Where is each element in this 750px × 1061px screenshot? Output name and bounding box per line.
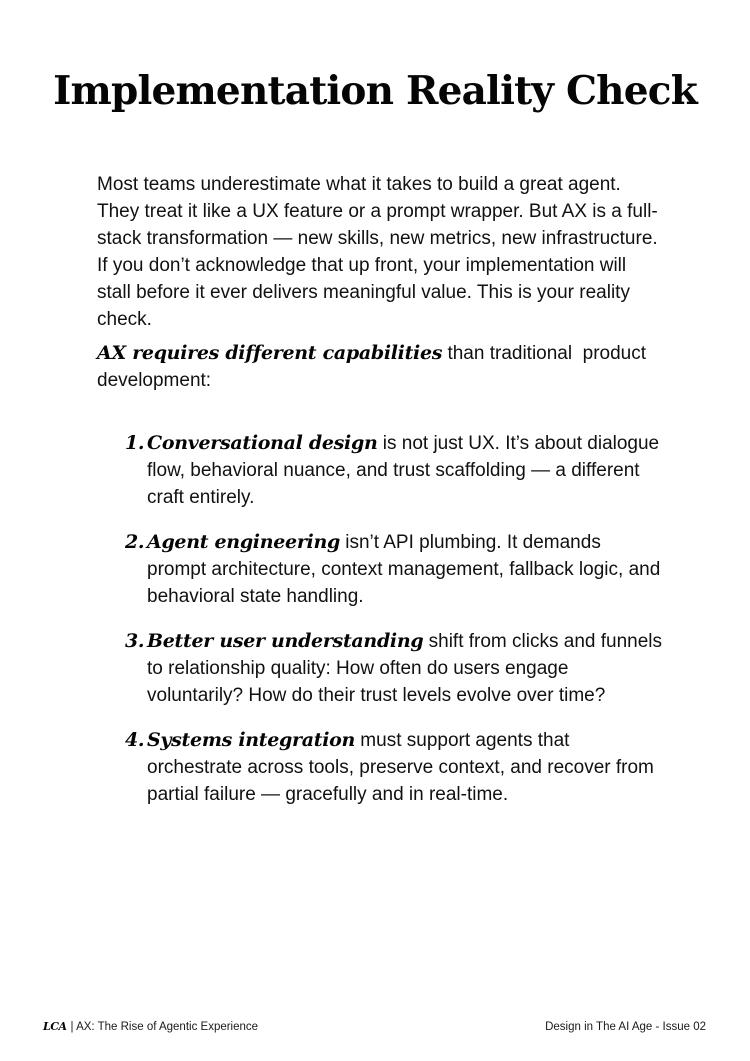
list-item-number: 2. — [125, 531, 145, 553]
capabilities-list — [97, 430, 668, 826]
page-title: Implementation Reality Check — [53, 68, 697, 114]
list-item-conversational-design — [97, 430, 663, 511]
footer-left — [43, 1020, 258, 1034]
footer-right-text: Design in The AI Age - Issue 02 — [545, 1021, 706, 1033]
list-item-systems-integration — [97, 727, 663, 808]
footer-left-text: | AX: The Rise of Agentic Experience — [70, 1021, 259, 1033]
section-lead — [97, 340, 663, 394]
lca-logo: LCA — [43, 1020, 67, 1033]
list-item-text: must support agents that orchestrate across tools, preserve context, and recover from partial failure — gracefully and in real-time. — [147, 730, 660, 805]
list-item-number: 4. — [125, 729, 145, 751]
page-footer — [43, 1020, 706, 1034]
list-item-text: is not just UX. It’s about dialogue flow, behavioral nuance, and trust scaffolding — a different craft entirely. — [147, 433, 665, 508]
section-lead-emphasis: AX requires different capabilities — [97, 342, 443, 364]
list-item-emphasis: Systems integration — [147, 729, 356, 751]
list-item-emphasis: Agent engineering — [147, 531, 340, 553]
list-item-text: shift from clicks and funnels to relationship quality: How often do users engage voluntarily? How do their trust levels evolve over time? — [147, 631, 668, 706]
list-item-better-user-understanding — [97, 628, 668, 709]
list-item-emphasis: Conversational design — [147, 432, 378, 454]
section-lead-rest: than traditional product development: — [97, 343, 652, 391]
list-item-number: 3. — [125, 630, 145, 652]
list-item-number: 1. — [125, 432, 145, 454]
list-item-text: isn’t API plumbing. It demands prompt architecture, context management, fallback logic, and behavioral state handling. — [147, 532, 666, 607]
list-item-emphasis: Better user understanding — [147, 630, 424, 652]
list-item-agent-engineering — [97, 529, 666, 610]
intro-paragraph: Most teams underestimate what it takes to build a great agent. They treat it like a UX feature or a prompt wrapper. But AX is a full-stack transformation — new skills, new metrics, new infrastructure. If you don’t acknowledge that up front, your implementation will stall before it ever delivers meaningful value. This is your reality check. — [97, 174, 658, 330]
